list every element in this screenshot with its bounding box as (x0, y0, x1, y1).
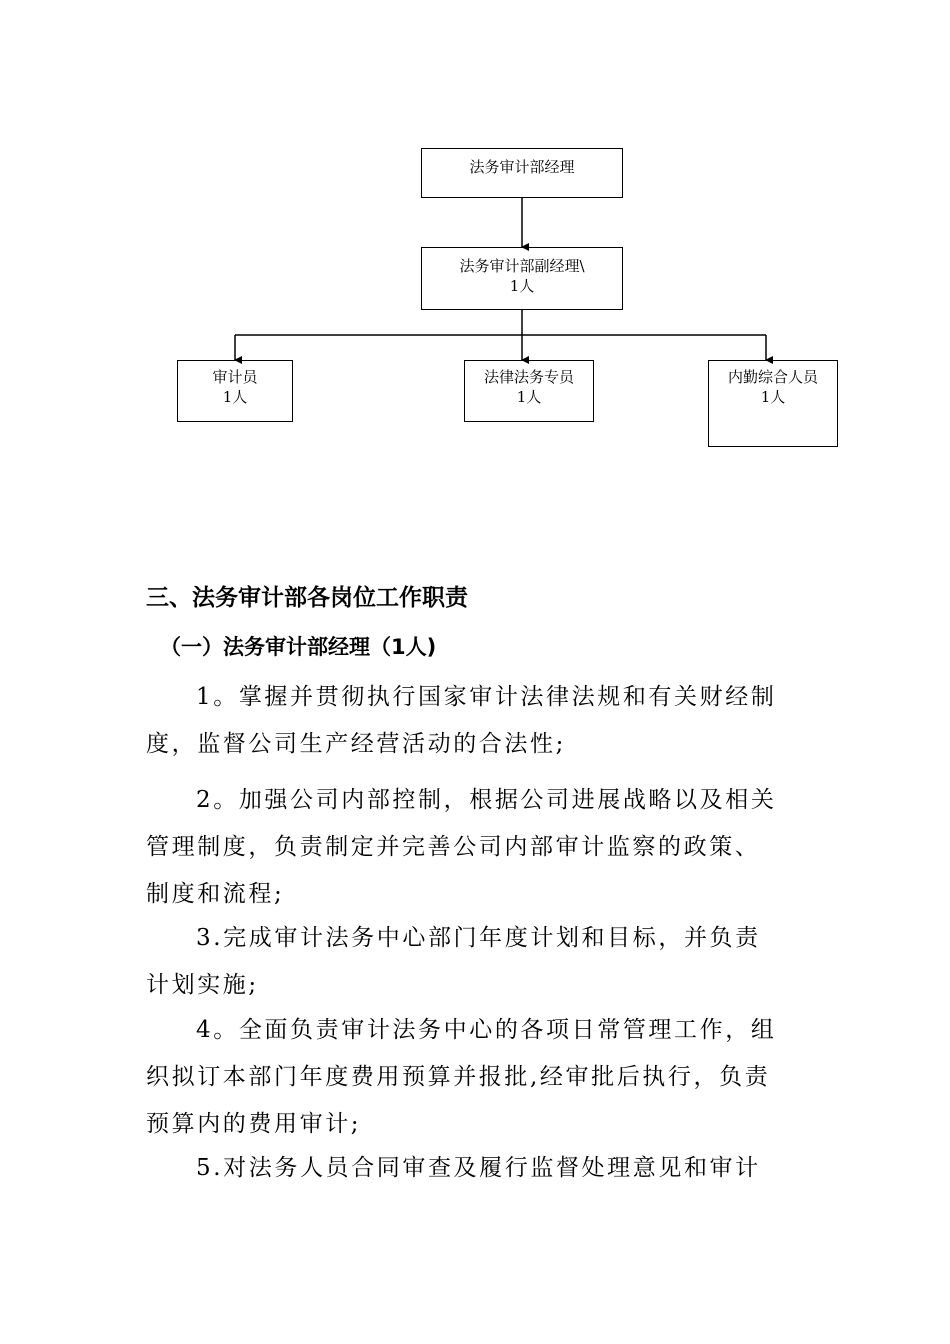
paragraph-line: 1。掌握并贯彻执行国家审计法律法规和有关财经制 (196, 684, 777, 710)
paragraph-line: 预算内的费用审计; (146, 1111, 362, 1137)
duty-paragraph-3 (146, 915, 806, 1009)
org-box-admin-count: 1人 (760, 388, 786, 406)
paragraph-line: 计划实施; (146, 972, 259, 998)
org-box-legal-title: 法律法务专员 (483, 368, 574, 386)
org-box-manager-title: 法务审计部经理 (469, 158, 575, 176)
org-box-auditor-count: 1人 (222, 388, 248, 406)
paragraph-line: 制度和流程; (146, 881, 285, 907)
paragraph-line: 度，监督公司生产经营活动的合法性; (146, 731, 566, 757)
paragraph-line: 2。加强公司内部控制，根据公司进展战略以及相关 (196, 787, 777, 813)
paragraph-line: 织拟订本部门年度费用预算并报批,经审批后执行，负责 (146, 1064, 771, 1090)
org-box-legal (464, 360, 594, 422)
duty-paragraph-1 (146, 674, 806, 768)
paragraph-line: 4。全面负责审计法务中心的各项日常管理工作，组 (196, 1017, 777, 1043)
duty-paragraph-5 (146, 1145, 806, 1192)
duty-paragraph-2 (146, 777, 806, 918)
paragraph-line: 3.完成审计法务中心部门年度计划和目标，并负责 (196, 925, 761, 951)
section-title: 三、法务审计部各岗位工作职责 (146, 585, 468, 611)
org-box-auditor-title: 审计员 (212, 368, 258, 386)
org-box-auditor (177, 360, 293, 422)
org-box-manager (421, 148, 623, 198)
paragraph-line: 管理制度，负责制定并完善公司内部审计监察的政策、 (146, 834, 761, 860)
paragraph-line: 5.对法务人员合同审查及履行监督处理意见和审计 (196, 1155, 761, 1181)
org-box-deputy-count: 1人 (509, 277, 535, 295)
org-box-deputy-title: 法务审计部副经理\ (459, 257, 585, 275)
subsection-title: （一）法务审计部经理（1人) (160, 635, 437, 659)
org-box-legal-count: 1人 (516, 388, 542, 406)
org-box-deputy (421, 247, 623, 310)
duty-paragraph-4 (146, 1007, 806, 1148)
org-box-admin-title: 内勤综合人员 (727, 368, 818, 386)
org-box-admin (708, 360, 838, 447)
